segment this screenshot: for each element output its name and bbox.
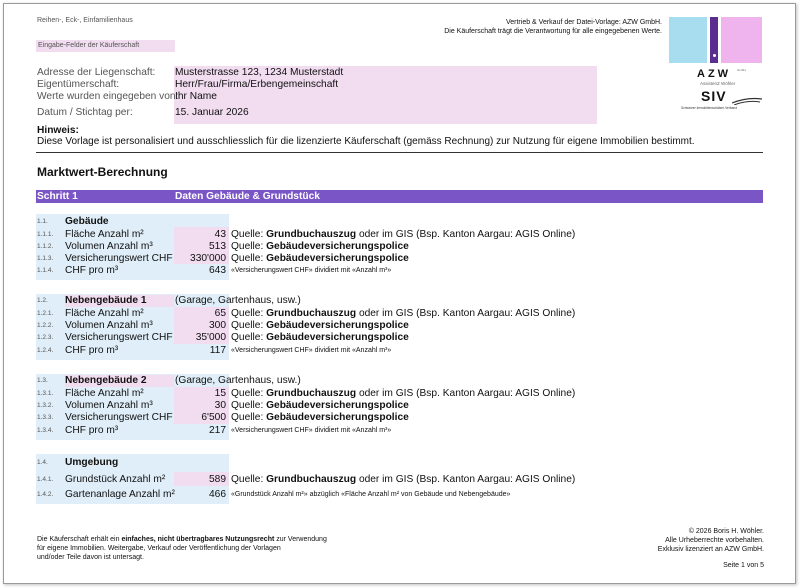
source-note: Quelle: Grundbuchauszug oder im GIS (Bsp. Kanton Aargau: AGIS Online) [231,388,576,399]
footer-left-line-2: für eigene Immobilien. Weitergabe, Verkauf oder Veröffentlichung der Vorlagen [37,545,281,552]
calc-note: «Versicherungswert CHF» dividiert mit «Anzahl m³» [231,427,392,434]
row-number: 1.3.3. [37,414,54,421]
row-number: 1.4. [37,459,48,466]
nebengebaeude2-chf-pro-m3-value: 217 [209,425,226,436]
gebaeude-chf-pro-m3-value: 643 [209,265,226,276]
row-number: 1.3.1. [37,390,54,397]
row-label: Fläche Anzahl m² [65,388,144,399]
row-number: 1.1.1. [37,231,54,238]
notice-text: Diese Vorlage ist personalisiert und ausschliesslich für die lizenzierte Käuferschaft (gemäss Rechnung) zur Nutzung für eigene Immobilien bestimmt. [37,136,695,147]
block-extra: (Garage, Gartenhaus, usw.) [175,295,301,306]
row-label: Grundstück Anzahl m² [65,474,166,485]
row-label: CHF pro m³ [65,265,119,276]
row-label: Volumen Anzahl m³ [65,400,153,411]
owner-field[interactable]: Herr/Frau/Firma/Erbengemeinschaft [175,79,339,90]
row-number: 1.2.4. [37,347,54,354]
nebengebaeude1-flaeche-field[interactable]: 65 [214,308,226,319]
row-number: 1.3.4. [37,427,54,434]
row-number: 1.4.2. [37,491,54,498]
row-number: 1.1.4. [37,267,54,274]
owner-label: Eigentümerschaft: [37,79,120,90]
grundstueck-flaeche-field[interactable]: 589 [209,474,226,485]
gebaeude-flaeche-field[interactable]: 43 [214,229,226,240]
step-bar [36,190,763,203]
footer-rights: Alle Urheberrechte vorbehalten. [665,537,764,544]
calc-note: «Grundstück Anzahl m²» abzüglich «Fläche Anzahl m² von Gebäude und Nebengebäude» [231,491,511,498]
entered-by-label: Werte wurden eingegeben von: [37,91,179,102]
nebengebaeude1-volumen-field[interactable]: 300 [209,320,226,331]
source-note: Quelle: Gebäudeversicherungspolice [231,412,409,423]
block-title-nebengebaeude-1[interactable]: Nebengebäude 1 [65,295,147,306]
gebaeude-volumen-field[interactable]: 513 [209,241,226,252]
siv-logo-swoosh-icon [732,92,762,100]
footer-copyright: © 2026 Boris H. Wöhler. [688,528,764,535]
row-number: 1.1. [37,218,48,225]
footer-left-line-1: Die Käuferschaft erhält ein einfaches, nicht übertragbares Nutzungsrecht zur Verwendung [37,536,327,543]
entered-by-field[interactable]: Ihr Name [175,91,217,102]
vendor-line-1: Vertrieb & Verkauf der Datei-Vorlage: AZW GmbH. [505,19,662,26]
nebengebaeude1-chf-pro-m3-value: 117 [209,345,226,356]
row-number: 1.1.3. [37,255,54,262]
row-number: 1.2.2. [37,322,54,329]
siv-logo-text: SIV [701,88,727,104]
row-label: Volumen Anzahl m³ [65,241,153,252]
azw-logo-sub: AssistenZ Wöhler [700,81,736,86]
step-label: Schritt 1 [37,191,78,202]
gebaeude-versicherungswert-field[interactable]: 330'000 [190,253,226,264]
source-note: Quelle: Grundbuchauszug oder im GIS (Bsp. Kanton Aargau: AGIS Online) [231,474,576,485]
footer-license: Exklusiv lizenziert an AZW GmbH. [657,546,764,553]
section-title: Marktwert-Berechnung [37,165,168,179]
vendor-line-2: Die Käuferschaft trägt die Verantwortung für alle eingegebenen Werte. [444,28,662,35]
row-number: 1.2.1. [37,310,54,317]
source-note: Quelle: Gebäudeversicherungspolice [231,241,409,252]
row-label: Versicherungswert CHF [65,253,173,264]
row-number: 1.3. [37,377,48,384]
step-title: Daten Gebäude & Grundstück [175,191,320,202]
row-number: 1.3.2. [37,402,54,409]
block-title-umgebung: Umgebung [65,457,119,468]
nebengebaeude1-versicherungswert-field[interactable]: 35'000 [195,332,226,343]
row-number: 1.2. [37,297,48,304]
row-label: Fläche Anzahl m² [65,229,144,240]
row-label: CHF pro m³ [65,425,119,436]
source-note: Quelle: Grundbuchauszug oder im GIS (Bsp. Kanton Aargau: AGIS Online) [231,229,576,240]
gartenanlage-value: 466 [209,489,226,500]
footer-left-line-3: und/oder Teile davon ist untersagt. [37,554,144,561]
row-label: CHF pro m³ [65,345,119,356]
block-title-gebaeude: Gebäude [65,216,109,227]
source-note: Quelle: Gebäudeversicherungspolice [231,253,409,264]
calc-note: «Versicherungswert CHF» dividiert mit «Anzahl m³» [231,347,392,354]
date-label: Datum / Stichtag per: [37,107,133,118]
notice-title: Hinweis: [37,125,79,136]
calc-note: «Versicherungswert CHF» dividiert mit «Anzahl m³» [231,267,392,274]
source-note: Quelle: Gebäudeversicherungspolice [231,332,409,343]
input-legend: Eingabe-Felder der Käuferschaft [36,40,175,52]
source-note: Quelle: Gebäudeversicherungspolice [231,320,409,331]
row-number: 1.4.1. [37,476,54,483]
row-label: Fläche Anzahl m² [65,308,144,319]
source-note: Quelle: Gebäudeversicherungspolice [231,400,409,411]
siv-logo-sub: Schweizer Immobilienschätzer-Verband [681,106,737,110]
azw-logo [669,17,762,63]
row-label: Gartenanlage Anzahl m² [65,489,175,500]
document-page [3,3,796,584]
row-label: Volumen Anzahl m³ [65,320,153,331]
page-number: Seite 1 von 5 [723,562,764,569]
block-title-nebengebaeude-2[interactable]: Nebengebäude 2 [65,375,147,386]
nebengebaeude2-versicherungswert-field[interactable]: 6'500 [201,412,226,423]
row-label: Versicherungswert CHF [65,412,173,423]
address-field[interactable]: Musterstrasse 123, 1234 Musterstadt [175,67,344,78]
row-label: Versicherungswert CHF [65,332,173,343]
azw-logo-tm: GmbH [737,68,746,72]
source-note: Quelle: Grundbuchauszug oder im GIS (Bsp. Kanton Aargau: AGIS Online) [231,308,576,319]
row-number: 1.1.2. [37,243,54,250]
row-number: 1.2.3. [37,334,54,341]
nebengebaeude2-volumen-field[interactable]: 30 [214,400,226,411]
address-label: Adresse der Liegenschaft: [37,67,156,78]
document-type: Reihen-, Eck-, Einfamilienhaus [37,17,133,24]
block-extra: (Garage, Gartenhaus, usw.) [175,375,301,386]
notice-divider [36,152,763,153]
azw-logo-text: AZW [697,68,732,80]
date-field[interactable]: 15. Januar 2026 [175,107,249,118]
nebengebaeude2-flaeche-field[interactable]: 15 [214,388,226,399]
